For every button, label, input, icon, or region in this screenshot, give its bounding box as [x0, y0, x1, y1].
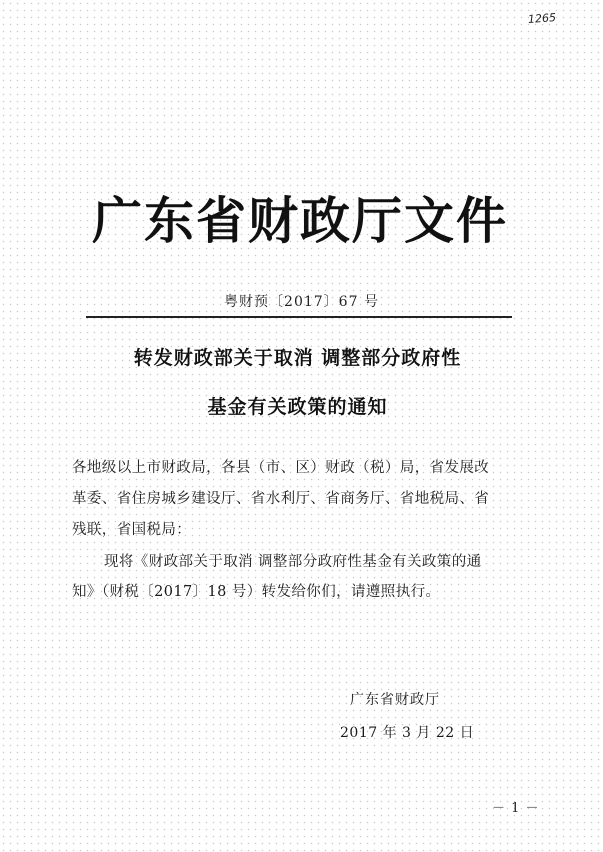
body-line-2: 革委、省住房城乡建设厅、省水利厅、省商务厅、省地税局、省: [72, 491, 490, 507]
document-header-title: 广东省财政厅文件: [92, 192, 508, 250]
body-line-4: 现将《财政部关于取消 调整部分政府性基金有关政策的通: [104, 554, 482, 570]
body-line-3: 残联，省国税局：: [72, 522, 192, 538]
header-divider: [86, 316, 512, 318]
handwritten-number: 1265: [527, 11, 557, 26]
document-number: 粤财预〔2017〕67 号: [224, 294, 379, 310]
body-line-5: 知》（财税〔2017〕18 号）转发给你们，请遵照执行。: [72, 584, 441, 600]
issuer-name: 广东省财政厅: [350, 692, 440, 708]
body-line-1: 各地级以上市财政局，各县（市、区）财政（税）局，省发展改: [72, 460, 490, 476]
notice-title-line-1: 转发财政部关于取消 调整部分政府性: [133, 347, 462, 369]
page-number: － 1 －: [492, 801, 540, 816]
issue-date: 2017 年 3 月 22 日: [340, 725, 475, 741]
notice-title-line-2: 基金有关政策的通知: [207, 396, 388, 418]
